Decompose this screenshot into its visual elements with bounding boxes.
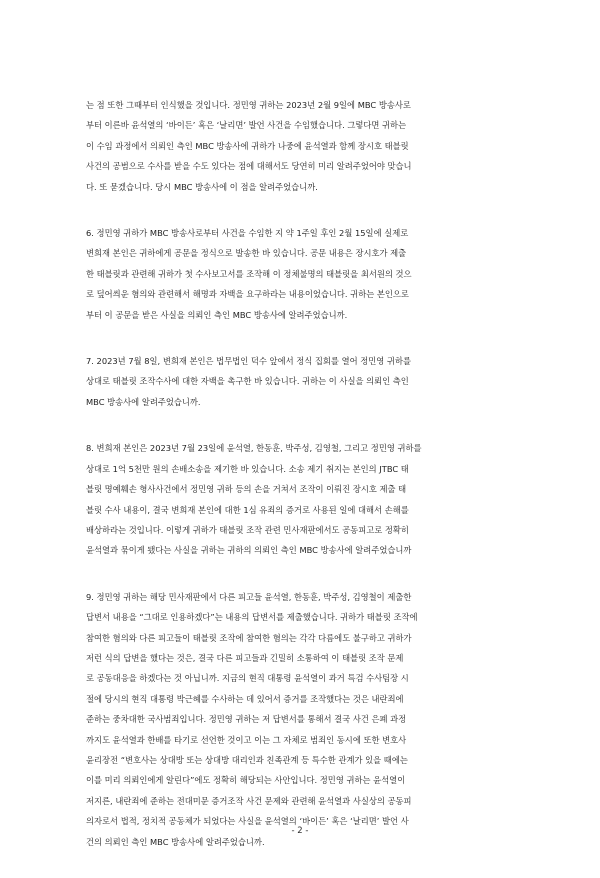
text-line: 윤리장전 “변호사는 상대방 또는 상대방 대리인과 친족관계 등 특수한 관계가 있을 때에는 — [86, 754, 408, 765]
text-line: 이 수임 과정에서 의뢰인 측인 MBC 방송사에 귀하가 나중에 윤석열과 함께 장시호 태블릿 — [86, 140, 409, 151]
text-line: 상대로 1억 5천만 원의 손배소송을 제기한 바 있습니다. 소송 제기 취지는 본인의 JTBC 태 — [86, 463, 409, 474]
text-line: 부터 이른바 윤석열의 ‘바이든’ 혹은 ‘날리면’ 발언 사건을 수임했습니다. 그렇다면 귀하는 — [86, 120, 407, 131]
text-line: 한 태블릿과 관련해 귀하가 첫 수사보고서를 조작해 이 정체불명의 태블릿을 최서원의 것으 — [86, 268, 412, 279]
text-line: 부터 이 공문을 받은 사실을 의뢰인 측인 MBC 방송사에 알려주었습니까. — [86, 309, 348, 320]
text-line: 의자로서 법적, 정치적 공동체가 되었다는 사실을 윤석열의 ‘바이든’ 혹은 ‘날리면’ 발언 사 — [86, 816, 409, 827]
document-body — [86, 95, 518, 878]
text-line: 사건의 공범으로 수사를 받을 수도 있다는 점에 대해서도 당연히 미리 알려주었어야 맞습니 — [86, 161, 412, 172]
paragraph-item-6 — [86, 223, 518, 325]
paragraph-item-7 — [86, 351, 518, 412]
text-line: 참여한 혐의와 다른 피고들이 태블릿 조작에 참여한 혐의는 각각 다름에도 불구하고 귀하가 — [86, 632, 412, 643]
text-line: 답변서 내용을 “그대로 인용하겠다”는 내용의 답변서를 제출했습니다. 귀하가 태블릿 조작에 — [86, 612, 418, 623]
text-line: 건의 의뢰인 측인 MBC 방송사에 알려주었습니까. — [86, 836, 265, 847]
text-line: 8. 변희재 본인은 2023년 7월 23일에 윤석열, 한동훈, 박주성, 김영철, 그리고 정민영 귀하를 — [86, 443, 422, 454]
text-line: 까지도 윤석열과 한배를 타기로 선언한 것이고 이는 그 자체로 범죄인 동시에 또한 변호사 — [86, 734, 407, 745]
text-line: 는 점 또한 그때부터 인식했을 것입니다. 정민영 귀하는 2023년 2월 9일에 MBC 방송사로 — [86, 100, 411, 110]
text-line: 다. 또 묻겠습니다. 당시 MBC 방송사에 이 점을 알려주었습니까. — [86, 181, 318, 192]
text-line: 이를 미리 의뢰인에게 알린다”에도 정확히 해당되는 사안입니다. 정민영 귀하는 윤석열이 — [86, 775, 406, 786]
text-line: 상대로 태블릿 조작수사에 대한 자백을 촉구한 바 있습니다. 귀하는 이 사실을 의뢰인 측인 — [86, 376, 409, 387]
text-line: 7. 2023년 7월 8일, 변희재 본인은 법무법인 덕수 앞에서 정식 집회를 열어 정민영 귀하를 — [86, 356, 411, 367]
text-line: MBC 방송사에 알려주었습니까. — [86, 396, 201, 407]
text-line: 저런 식의 답변을 했다는 것은, 결국 다른 피고들과 긴밀히 소통하여 이 태블릿 조작 문제 — [86, 652, 404, 663]
text-line: 6. 정민영 귀하가 MBC 방송사로부터 사건을 수임한 지 약 1주일 후인 2월 15일에 실제로 — [86, 228, 409, 239]
page-number: - 2 - — [291, 826, 309, 836]
text-line: 변희재 본인은 귀하에게 공문을 정식으로 발송한 바 있습니다. 공문 내용은 장시호가 제출 — [86, 248, 407, 259]
text-line: 로 덮어씌운 혐의와 관련해서 해명과 자백을 요구하라는 내용이었습니다. 귀하는 본인으로 — [86, 289, 409, 300]
text-line: 블릿 명예훼손 형사사건에서 정민영 귀하 등의 손을 거쳐서 조작이 이뤄진 장시호 제출 태 — [86, 484, 407, 495]
text-line: 저지른, 내란죄에 준하는 전대미문 증거조작 사건 문제와 관련해 윤석열과 사실상의 공동피 — [86, 795, 412, 806]
text-line: 배상하라는 것입니다. 이렇게 귀하가 태블릿 조작 관련 민사재판에서도 공동피고로 정확히 — [86, 524, 409, 535]
text-line: 로 공동대응을 하겠다는 것 아닙니까. 지금의 현직 대통령 윤석열이 과거 특검 수사팀장 시 — [86, 673, 409, 684]
paragraph-item-9 — [86, 587, 518, 852]
text-line: 9. 정민영 귀하는 해당 민사재판에서 다른 피고들 윤석열, 한동훈, 박주성, 김영철이 제출한 — [86, 591, 412, 602]
text-line: 준하는 중차대한 국사범죄입니다. 정민영 귀하는 저 답변서를 통해서 결국 사건 은폐 과정 — [86, 714, 407, 725]
paragraph-item-8 — [86, 438, 518, 560]
text-line: 윤석열과 묶이게 됐다는 사실을 귀하는 귀하의 의뢰인 측인 MBC 방송사에 알려주었습니까 — [86, 545, 412, 556]
text-line: 블릿 수사 내용이, 결국 변희재 본인에 대한 1심 유죄의 증거로 사용된 일에 대해서 손해를 — [86, 504, 409, 515]
text-line: 절에 당시의 현직 대통령 박근혜를 수사하는 데 있어서 증거를 조작했다는 것은 내란죄에 — [86, 693, 404, 704]
paragraph-continuation — [86, 95, 518, 197]
